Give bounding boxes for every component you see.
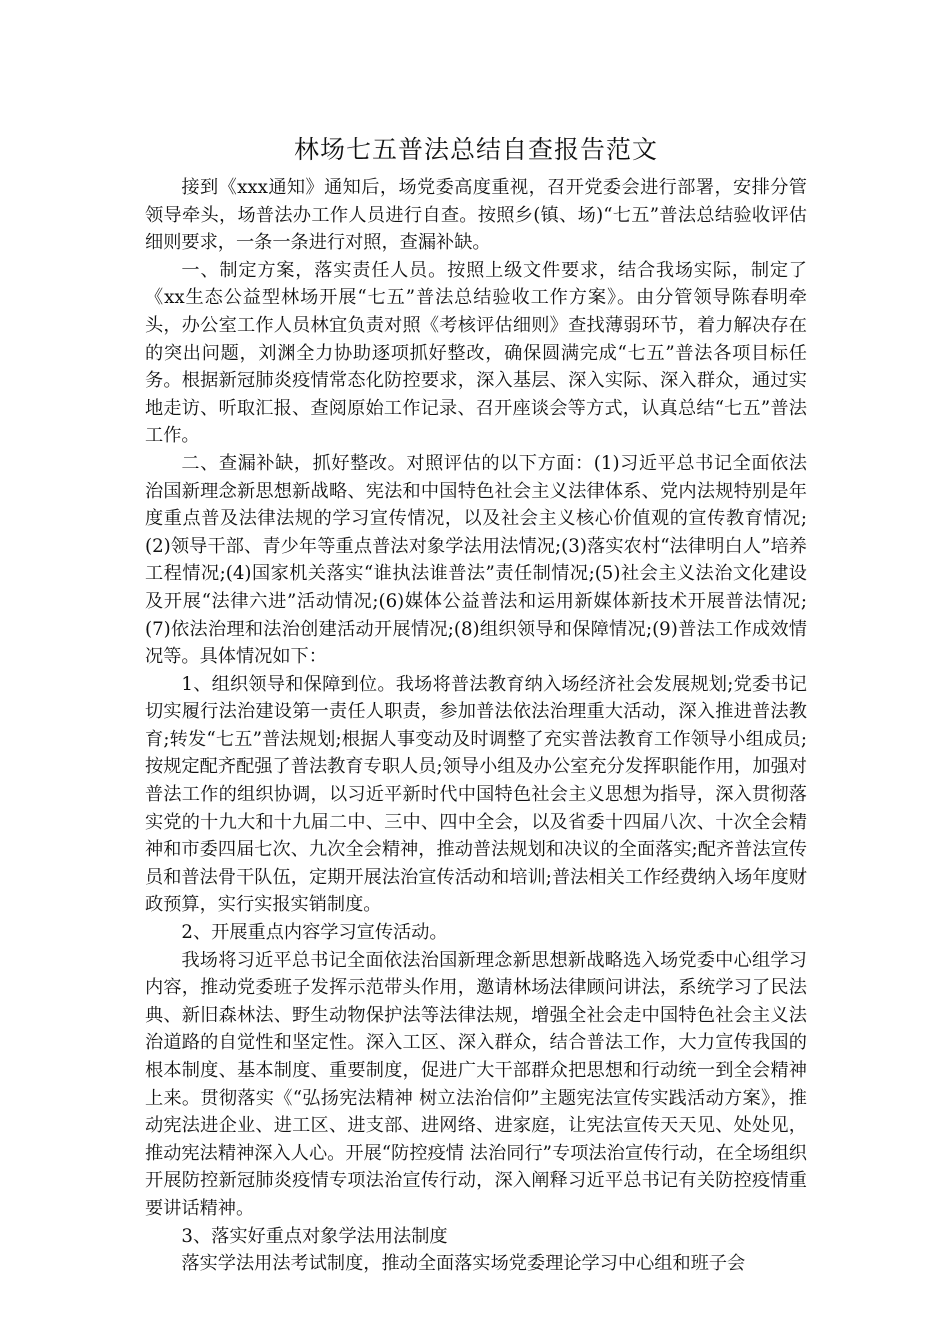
paragraph-item-3-heading: 3、落实好重点对象学法用法制度 <box>181 1225 448 1247</box>
paragraph-intro: 接到《xxx通知》通知后，场党委高度重视，召开党委会进行部署，安排分管领导牵头，场普法办工作人员进行自查。按照乡(镇、场)“七五”普法总结验收评估细则要求，一条一条进行对照，查漏补缺。 <box>145 177 807 254</box>
paragraph-section-1: 一、制定方案，落实责任人员。按照上级文件要求，结合我场实际，制定了《xx生态公益型林场开展“七五”普法总结验收工作方案》。由分管领导陈春明牵头，办公室工作人员林宜负责对照《考核评估细则》查找薄弱环节，着力解决存在的突出问题，刘渊全力协助逐项抓好整改，确保圆满完成“七五”普法各项目标任务。根据新冠肺炎疫情常态化防控要求，深入基层、深入实际、深入群众，通过实地走访、听取汇报、查阅原始工作记录、召开座谈会等方式，认真总结“七五”普法工作。 <box>145 259 807 447</box>
paragraph-item-1: 1、组织领导和保障到位。我场将普法教育纳入场经济社会发展规划;党委书记切实履行法治建设第一责任人职责，参加普法依法治理重大活动，深入推进普法教育;转发“七五”普法规划;根据人事变动及时调整了充实普法教育工作领导小组成员;按规定配齐配强了普法教育专职人员;领导小组及办公室充分发挥职能作用，加强对普法工作的组织协调，以习近平新时代中国特色社会主义思想为指导，深入贯彻落实党的十九大和十九届二中、三中、四中全会，以及省委十四届八次、十次全会精神和市委四届七次、九次全会精神，推动普法规划和决议的全面落实;配齐普法宣传员和普法骨干队伍，定期开展法治宣传活动和培训;普法相关工作经费纳入场年度财政预算，实行实报实销制度。 <box>145 673 807 916</box>
document-page <box>145 130 807 1278</box>
paragraph-item-2-body: 我场将习近平总书记全面依法治国新理念新思想新战略选入场党委中心组学习内容，推动党委班子发挥示范带头作用，邀请林场法律顾问讲法，系统学习了民法典、新旧森林法、野生动物保护法等法律法规，增强全社会走中国特色社会主义法治道路的自觉性和坚定性。深入工区、深入群众，结合普法工作，大力宣传我国的根本制度、基本制度、重要制度，促进广大干部群众把思想和行动统一到全会精神上来。贯彻落实《“弘扬宪法精神 树立法治信仰”主题宪法宣传实践活动方案》，推动宪法进企业、进工区、进支部、进网络、进家庭，让宪法宣传天天见、处处见，推动宪法精神深入人心。开展“防控疫情 法治同行”专项法治宣传行动，在全场组织开展防控新冠肺炎疫情专项法治宣传行动，深入阐释习近平总书记有关防控疫情重要讲话精神。 <box>145 949 807 1219</box>
paragraph-section-2: 二、查漏补缺，抓好整改。对照评估的以下方面：(1)习近平总书记全面依法治国新理念新思想新战略、宪法和中国特色社会主义法律体系、党内法规特别是年度重点普及法律法规的学习宣传情况，以及社会主义核心价值观的宣传教育情况;(2)领导干部、青少年等重点普法对象学法用法情况;(3)落实农村“法律明白人”培养工程情况;(4)国家机关落实“谁执法谁普法”责任制情况;(5)社会主义法治文化建设及开展“法律六进”活动情况;(6)媒体公益普法和运用新媒体新技术开展普法情况;(7)依法治理和法治创建活动开展情况;(8)组织领导和保障情况;(9)普法工作成效情况等。具体情况如下： <box>145 452 807 668</box>
paragraph-item-3-body: 落实学法用法考试制度，推动全面落实场党委理论学习中心组和班子会 <box>181 1253 746 1275</box>
document-title: 林场七五普法总结自查报告范文 <box>293 135 658 164</box>
paragraph-item-2-heading: 2、开展重点内容学习宣传活动。 <box>181 922 448 944</box>
